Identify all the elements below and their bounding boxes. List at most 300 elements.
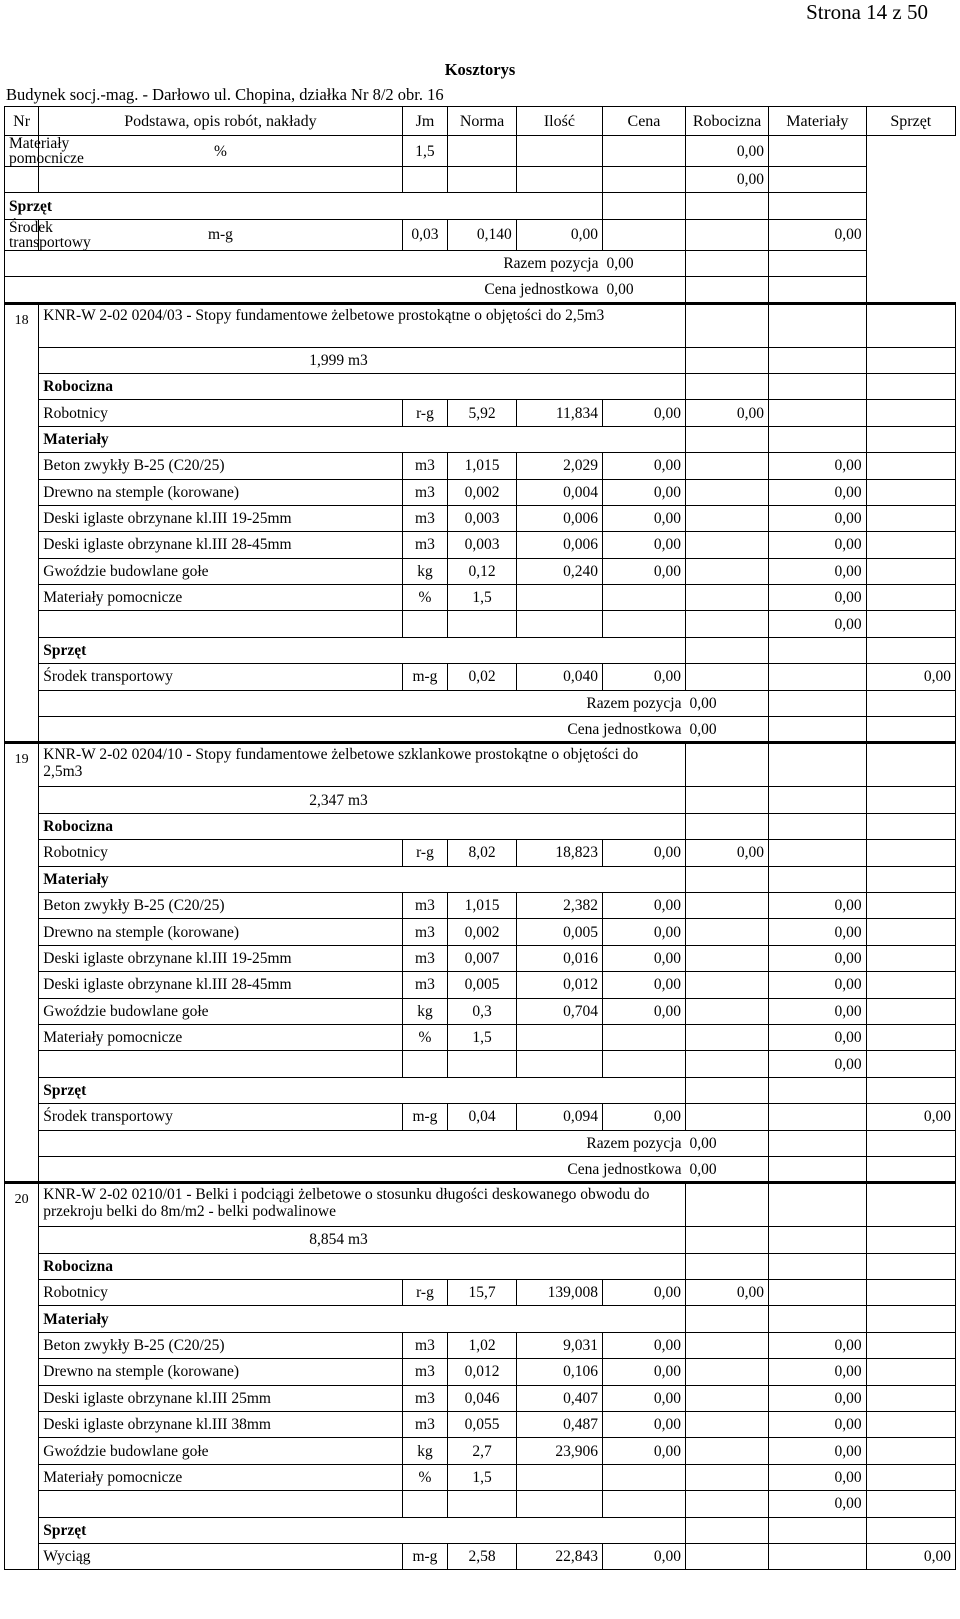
section-row [5,1253,956,1279]
cell-labour [686,611,769,637]
cell-labour [686,1253,769,1279]
cell-norm: 0,046 [448,1385,517,1411]
cell-materials: 0,00 [769,1332,867,1358]
table-row [5,892,956,918]
cell-equipment [866,1464,955,1490]
cell-norm: 0,003 [448,532,517,558]
cell-labour [686,743,769,787]
cell-quantity: 0,040 [516,664,602,690]
cell-unit [402,1051,448,1077]
cell-norm: 2,58 [448,1543,517,1569]
cell-labour [602,167,685,193]
cell-quantity: 9,031 [516,1332,602,1358]
cell-materials [769,717,867,743]
cell-equipment [866,787,955,813]
cell-price: 0,00 [602,840,685,866]
cell-equipment: 0,00 [866,1543,955,1569]
cell-description: Środek transportowy [5,219,39,250]
cell-labour [686,505,769,531]
cell-unit: kg [402,998,448,1024]
cell-description: Robotnicy [39,400,402,426]
cell-norm: 0,005 [448,972,517,998]
cell-quantity: 0,140 [448,219,517,250]
cell-equipment [866,690,955,716]
cell-materials [769,347,867,373]
table-row [5,1385,956,1411]
cell-labour [686,787,769,813]
cell-equipment [866,743,955,787]
cell-labour [686,532,769,558]
cell-norm: 0,055 [448,1412,517,1438]
cell-materials: 0,00 [769,1438,867,1464]
cell-description: Materiały pomocnicze [5,136,39,167]
cell-quantity [516,1464,602,1490]
cell-equipment [866,717,955,743]
cell-materials: 0,00 [769,998,867,1024]
cell-equipment [769,136,867,167]
cell-equipment [866,1051,955,1077]
cell-materials [769,1156,867,1182]
cell-price: 0,00 [516,219,602,250]
cell-norm: 2,7 [448,1438,517,1464]
cell-equipment [769,277,867,303]
cell-description: Drewno na stemple (korowane) [39,919,402,945]
cell-norm: 0,002 [448,479,517,505]
table-row [5,219,956,250]
cell-price [516,167,602,193]
cell-labour: 0,00 [686,1280,769,1306]
cell-materials: 0,00 [769,611,867,637]
cell-labour [686,813,769,839]
col-labour: Robocizna [686,107,769,136]
cell-quantity: 139,008 [516,1280,602,1306]
cell-norm: 1,5 [402,136,448,167]
cell-quantity: 0,016 [516,945,602,971]
cell-price: 0,00 [602,1385,685,1411]
cell-equipment [866,532,955,558]
cell-labour [686,945,769,971]
cell-materials: 0,00 [769,1385,867,1411]
summary-value: 0,00 [686,690,769,716]
cell-unit: r-g [402,1280,448,1306]
cell-labour [686,892,769,918]
position-row [5,1183,956,1227]
cell-labour [686,998,769,1024]
cell-norm: 1,015 [448,453,517,479]
cell-unit: m3 [402,945,448,971]
cell-equipment [866,1280,955,1306]
cell-materials: 0,00 [769,945,867,971]
cell-unit: r-g [402,400,448,426]
cell-description: Deski iglaste obrzynane kl.III 19-25mm [39,945,402,971]
cell-labour [686,426,769,452]
cell-labour [686,637,769,663]
cell-equipment [866,505,955,531]
cell-labour [602,193,685,219]
cell-materials [769,303,867,347]
cell-materials [769,400,867,426]
col-materials: Materiały [769,107,867,136]
cell-materials: 0,00 [769,479,867,505]
cell-unit: kg [402,558,448,584]
cell-labour: 0,00 [686,400,769,426]
cell-description: Materiały pomocnicze [39,1464,402,1490]
cell-equipment [866,1332,955,1358]
cost-estimate-table [4,106,956,1570]
cell-labour [686,1227,769,1253]
cell-materials: 0,00 [769,919,867,945]
cell-equipment: 0,00 [866,664,955,690]
cell-quantity: 0,006 [516,532,602,558]
cell-equipment [866,1517,955,1543]
cell-unit: m-g [402,1104,448,1130]
summary-label: Cena jednostkowa [39,1156,686,1182]
cell-equipment [866,637,955,663]
cell-materials: 0,00 [769,1412,867,1438]
table-row [5,585,956,611]
cell-description: Gwoździe budowlane gołe [39,558,402,584]
cell-price: 0,00 [602,1359,685,1385]
cell-description: Środek transportowy [39,1104,402,1130]
cell-equipment [866,479,955,505]
cell-equipment [866,373,955,399]
cell-price: 0,00 [602,532,685,558]
section-row [5,373,956,399]
cell-norm [448,1051,517,1077]
cell-quantity [448,167,517,193]
cell-equipment [866,1024,955,1050]
cell-description [5,167,39,193]
cell-labour [686,1412,769,1438]
table-row [5,532,956,558]
section-label: Sprzęt [39,1517,686,1543]
cell-equipment [866,1385,955,1411]
cell-description: Beton zwykły B-25 (C20/25) [39,892,402,918]
cell-price: 0,00 [602,919,685,945]
summary-row [5,690,956,716]
cell-price: 0,00 [602,892,685,918]
cell-norm: 15,7 [448,1280,517,1306]
cell-quantity [516,1024,602,1050]
cell-unit: m3 [402,505,448,531]
summary-row [5,1130,956,1156]
cell-unit: m3 [402,1332,448,1358]
cell-materials [769,1517,867,1543]
cell-description [39,611,402,637]
cell-quantity [516,1051,602,1077]
table-row [5,479,956,505]
section-label: Materiały [39,1306,686,1332]
col-quantity: Ilość [516,107,602,136]
summary-value: 0,00 [602,250,685,276]
cell-quantity: 23,906 [516,1438,602,1464]
cell-norm: 0,012 [448,1359,517,1385]
cell-unit: m3 [402,532,448,558]
position-number: 18 [5,303,39,743]
cell-norm: 1,5 [448,1024,517,1050]
cell-materials [769,1253,867,1279]
cell-norm: 1,015 [448,892,517,918]
position-description: KNR-W 2-02 0210/01 - Belki i podciągi żelbetowe o stosunku długości deskowanego obwodu do przekroju belki do 8m/m2 - belki podwalinowe [39,1183,686,1227]
summary-label: Razem pozycja [5,250,603,276]
cell-quantity: 0,006 [516,505,602,531]
table-row [5,505,956,531]
cell-labour [686,1385,769,1411]
cell-quantity [516,611,602,637]
cell-labour [686,1104,769,1130]
cell-materials [769,1227,867,1253]
cell-price: 0,00 [602,479,685,505]
cell-equipment [866,1306,955,1332]
cell-equipment [866,611,955,637]
cell-quantity [516,1491,602,1517]
cell-unit: m-g [402,664,448,690]
cell-description: Środek transportowy [39,664,402,690]
section-row [5,866,956,892]
table-row [5,167,956,193]
position-number: 19 [5,743,39,1183]
section-label: Sprzęt [39,1077,686,1103]
cell-quantity: 0,407 [516,1385,602,1411]
section-row [5,193,956,219]
cell-description: Beton zwykły B-25 (C20/25) [39,453,402,479]
table-row [5,1104,956,1130]
cell-labour [686,919,769,945]
table-row [5,400,956,426]
cell-equipment: 0,00 [866,1104,955,1130]
cell-price: 0,00 [602,505,685,531]
summary-value: 0,00 [686,717,769,743]
cell-price [602,1464,685,1490]
cell-equipment [866,866,955,892]
cell-equipment [866,426,955,452]
table-row [5,1543,956,1569]
cell-materials: 0,00 [769,532,867,558]
cell-quantity: 0,106 [516,1359,602,1385]
cell-unit: % [39,136,402,167]
cell-labour [686,1306,769,1332]
col-equipment: Sprzęt [866,107,955,136]
cell-norm: 1,5 [448,1464,517,1490]
cell-equipment [866,1077,955,1103]
cell-equipment [866,892,955,918]
section-row [5,1517,956,1543]
cell-equipment [769,193,867,219]
cell-price: 0,00 [602,945,685,971]
cell-description [39,1051,402,1077]
quantity-row [5,1227,956,1253]
cell-materials [686,277,769,303]
cell-labour [686,453,769,479]
section-row [5,426,956,452]
cell-materials [769,1183,867,1227]
cell-labour [686,972,769,998]
cell-materials [769,743,867,787]
cell-materials [769,866,867,892]
position-row [5,303,956,347]
table-row [5,1359,956,1385]
table-row [5,558,956,584]
col-description: Podstawa, opis robót, nakłady [39,107,402,136]
cell-materials [686,193,769,219]
cell-price: 0,00 [602,1280,685,1306]
cell-materials [769,1306,867,1332]
cell-materials: 0,00 [686,167,769,193]
cell-quantity: 0,704 [516,998,602,1024]
cell-equipment [866,1438,955,1464]
cell-norm: 1,5 [448,585,517,611]
cell-quantity: 22,843 [516,1543,602,1569]
cell-labour [686,1024,769,1050]
cell-labour [686,347,769,373]
cell-unit: r-g [402,840,448,866]
table-row [5,972,956,998]
cell-description: Deski iglaste obrzynane kl.III 25mm [39,1385,402,1411]
cell-materials [769,1077,867,1103]
cell-norm [402,167,448,193]
page-number: Strona 14 z 50 [806,0,928,24]
cell-norm: 0,002 [448,919,517,945]
cell-norm [448,611,517,637]
cell-unit [402,611,448,637]
cell-unit: m3 [402,919,448,945]
col-price: Cena [602,107,685,136]
cell-description: Robotnicy [39,1280,402,1306]
cell-norm: 5,92 [448,400,517,426]
cell-equipment [866,347,955,373]
position-description: KNR-W 2-02 0204/03 - Stopy fundamentowe żelbetowe prostokątne o objętości do 2,5m3 [39,303,686,347]
cell-price: 0,00 [602,558,685,584]
cell-materials: 0,00 [769,1024,867,1050]
cell-description: Deski iglaste obrzynane kl.III 19-25mm [39,505,402,531]
cell-labour [686,1464,769,1490]
cell-labour [686,1517,769,1543]
section-row [5,637,956,663]
cell-price: 0,00 [602,664,685,690]
cell-equipment [866,303,955,347]
section-label: Robocizna [39,1253,686,1279]
cell-norm [448,1491,517,1517]
cell-materials: 0,00 [769,1464,867,1490]
cell-labour [686,1183,769,1227]
cell-norm: 0,003 [448,505,517,531]
cell-equipment [866,1412,955,1438]
cell-equipment [866,1156,955,1182]
cell-description: Drewno na stemple (korowane) [39,1359,402,1385]
summary-row [5,277,956,303]
cell-materials [686,219,769,250]
cell-materials [769,637,867,663]
cell-price: 0,00 [602,1438,685,1464]
cell-price [602,1024,685,1050]
cell-unit: % [402,585,448,611]
cell-price [602,1051,685,1077]
cell-norm: 8,02 [448,840,517,866]
table-row [5,1464,956,1490]
cell-equipment [866,400,955,426]
cell-labour [686,1332,769,1358]
section-label: Materiały [39,426,686,452]
cell-materials: 0,00 [769,1491,867,1517]
cell-equipment [866,813,955,839]
section-row [5,813,956,839]
position-number: 20 [5,1183,39,1570]
cell-labour [686,1077,769,1103]
cell-equipment [866,1253,955,1279]
summary-value: 0,00 [602,277,685,303]
cell-equipment [866,1227,955,1253]
cell-materials [686,250,769,276]
document-subtitle: Budynek socj.-mag. - Darłowo ul. Chopina, działka Nr 8/2 obr. 16 [6,85,444,104]
cell-unit: % [402,1464,448,1490]
cell-norm: 0,12 [448,558,517,584]
cell-price: 0,00 [602,453,685,479]
cell-labour [686,1359,769,1385]
cell-quantity: 0,487 [516,1412,602,1438]
cell-unit: % [402,1024,448,1050]
cell-quantity [516,585,602,611]
summary-value: 0,00 [686,1156,769,1182]
cell-labour [686,1051,769,1077]
table-row [5,1051,956,1077]
cell-description: Robotnicy [39,840,402,866]
section-label: Robocizna [39,813,686,839]
cell-description: Gwoździe budowlane gołe [39,1438,402,1464]
cell-equipment [866,840,955,866]
cell-equipment [866,558,955,584]
summary-label: Cena jednostkowa [5,277,603,303]
cell-quantity: 18,823 [516,840,602,866]
cell-unit: m3 [402,1385,448,1411]
cell-labour [686,1491,769,1517]
cell-materials [769,690,867,716]
cell-quantity: 0,012 [516,972,602,998]
cell-labour [602,219,685,250]
cell-materials [769,787,867,813]
cell-description: Deski iglaste obrzynane kl.III 28-45mm [39,972,402,998]
cell-labour [686,1543,769,1569]
cell-equipment [866,585,955,611]
cell-price: 0,00 [602,1332,685,1358]
cell-unit: m3 [402,453,448,479]
cell-norm: 1,02 [448,1332,517,1358]
cell-materials: 0,00 [769,1359,867,1385]
summary-row [5,250,956,276]
summary-label: Razem pozycja [39,690,686,716]
cell-price: 0,00 [602,1104,685,1130]
cell-materials: 0,00 [769,558,867,584]
cell-unit: m-g [402,1543,448,1569]
cell-equipment [866,1183,955,1227]
summary-label: Cena jednostkowa [39,717,686,743]
quantity-row [5,347,956,373]
cell-quantity: 0,240 [516,558,602,584]
section-label: Materiały [39,866,686,892]
cell-labour [686,373,769,399]
cell-materials: 0,00 [769,585,867,611]
cell-labour [686,585,769,611]
cell-labour: 0,00 [686,840,769,866]
cell-labour [686,303,769,347]
cell-labour [686,664,769,690]
table-row [5,945,956,971]
cell-materials: 0,00 [769,1051,867,1077]
cell-norm: 0,02 [448,664,517,690]
cell-quantity: 2,029 [516,453,602,479]
cell-description: Deski iglaste obrzynane kl.III 28-45mm [39,532,402,558]
cell-quantity: 0,004 [516,479,602,505]
cell-materials: 0,00 [686,136,769,167]
